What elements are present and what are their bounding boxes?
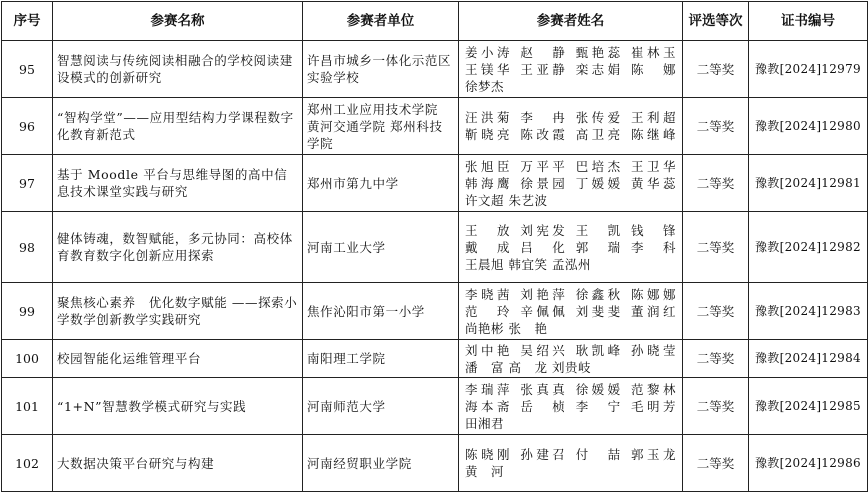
- name-line: 陈晓刚 孙建召 付 喆 郭玉龙: [465, 447, 676, 462]
- name-line: 靳晓亮 陈改霞 高卫亮 陈继峰: [465, 127, 676, 142]
- cell-unit: 郑州工业应用技术学院 黄河交通学院 郑州科技学院: [303, 98, 459, 155]
- cell-level: 二等奖: [683, 435, 749, 492]
- cell-no: 101: [2, 378, 53, 435]
- table-row: [2, 41, 868, 98]
- name-line: 王晨旭 韩宜笑 孟泓州: [465, 256, 591, 272]
- cell-level: 二等奖: [683, 378, 749, 435]
- header-unit: 参赛者单位: [303, 2, 459, 41]
- cell-names: [459, 340, 683, 378]
- name-line: 尚艳彬 张 艳: [465, 320, 548, 336]
- cell-names: [459, 41, 683, 98]
- cell-no: 97: [2, 155, 53, 212]
- cell-title: 基于 Moodle 平台与思维导图的高中信息技术课堂实践与研究: [53, 155, 303, 212]
- name-line: 姜小涛 赵 静 甄艳蕊 崔林玉: [465, 44, 676, 60]
- name-line: 田湘君: [465, 415, 505, 431]
- name-line: 刘中艳 吴绍兴 耿凯峰 孙晓莹: [465, 342, 676, 358]
- cell-title: “1+N”智慧教学模式研究与实践: [53, 378, 303, 435]
- name-line: 戴 成 吕 化 郭 瑞 李 科: [465, 239, 676, 255]
- cell-no: 99: [2, 283, 53, 340]
- name-line: 张旭臣 万平平 巴培杰 王卫华: [465, 158, 676, 174]
- cell-level: 二等奖: [683, 340, 749, 378]
- cell-level: 二等奖: [683, 98, 749, 155]
- table-row: [2, 283, 868, 340]
- cell-names: [459, 212, 683, 283]
- name-line: 李瑞萍 张真真 徐媛媛 范黎林: [465, 381, 676, 397]
- cell-unit: 河南工业大学: [303, 212, 459, 283]
- table-row: [2, 435, 868, 492]
- cell-title: 大数据决策平台研究与构建: [53, 435, 303, 492]
- cell-title: 校园智能化运维管理平台: [53, 340, 303, 378]
- cell-unit: 河南经贸职业学院: [303, 435, 459, 492]
- header-row: [2, 2, 868, 41]
- cell-unit: 河南师范大学: [303, 378, 459, 435]
- cell-cert: 豫教[2024]12981: [749, 155, 868, 212]
- cell-unit: 焦作沁阳市第一小学: [303, 283, 459, 340]
- cell-unit: 郑州市第九中学: [303, 155, 459, 212]
- table-row: [2, 98, 868, 155]
- cell-no: 100: [2, 340, 53, 378]
- name-line: 韩海鹰 徐景园 丁媛媛 黄华蕊: [465, 175, 676, 191]
- header-cert: 证书编号: [749, 2, 868, 41]
- cell-names: [459, 378, 683, 435]
- cell-names: [459, 435, 683, 492]
- cell-cert: 豫教[2024]12982: [749, 212, 868, 283]
- cell-cert: 豫教[2024]12983: [749, 283, 868, 340]
- cell-title: 健体铸魂，数智赋能，多元协同：高校体育教育数字化创新应用探索: [53, 212, 303, 283]
- name-line: 海本斋 岳 桢 李 宁 毛明芳: [465, 398, 676, 414]
- cell-unit: 南阳理工学院: [303, 340, 459, 378]
- cell-title: “智构学堂”——应用型结构力学课程数字化教育新范式: [53, 98, 303, 155]
- name-line: 许文超 朱艺波: [465, 192, 548, 208]
- cell-no: 95: [2, 41, 53, 98]
- name-line: 范 玲 辛佩佩 刘斐斐 董润红: [465, 303, 676, 319]
- name-line: 潘 富 高 龙 刘贵岐: [465, 359, 591, 375]
- table-row: [2, 340, 868, 378]
- cell-cert: 豫教[2024]12984: [749, 340, 868, 378]
- header-level: 评选等次: [683, 2, 749, 41]
- cell-unit: 许昌市城乡一体化示范区实验学校: [303, 41, 459, 98]
- cell-no: 96: [2, 98, 53, 155]
- cell-cert: 豫教[2024]12979: [749, 41, 868, 98]
- cell-no: 98: [2, 212, 53, 283]
- awards-table: [1, 1, 868, 492]
- name-line: 王镁华 王亚静 栾志娟 陈 娜: [465, 61, 676, 77]
- cell-cert: 豫教[2024]12986: [749, 435, 868, 492]
- cell-no: 102: [2, 435, 53, 492]
- header-names: 参赛者姓名: [459, 2, 683, 41]
- table-row: [2, 212, 868, 283]
- cell-names: [459, 98, 683, 155]
- name-line: 李晓茜 刘艳萍 徐鑫秋 陈娜娜: [465, 286, 676, 302]
- cell-level: 二等奖: [683, 283, 749, 340]
- name-line: 黄 河: [465, 464, 505, 479]
- table-row: [2, 378, 868, 435]
- cell-cert: 豫教[2024]12980: [749, 98, 868, 155]
- cell-names: [459, 283, 683, 340]
- name-line: 汪洪菊 李 冉 张传爱 王利超: [465, 110, 676, 125]
- cell-level: 二等奖: [683, 41, 749, 98]
- cell-title: 聚焦核心素养 优化数字赋能 ——探索小学数学创新教学实践研究: [53, 283, 303, 340]
- header-title: 参赛名称: [53, 2, 303, 41]
- cell-level: 二等奖: [683, 155, 749, 212]
- name-line: 王 放 刘宪发 王 凯 钱 锋: [465, 222, 676, 238]
- table-row: [2, 155, 868, 212]
- cell-title: 智慧阅读与传统阅读相融合的学校阅读建设模式的创新研究: [53, 41, 303, 98]
- name-line: 徐梦杰: [465, 78, 505, 94]
- cell-names: [459, 155, 683, 212]
- cell-cert: 豫教[2024]12985: [749, 378, 868, 435]
- cell-level: 二等奖: [683, 212, 749, 283]
- header-no: 序号: [2, 2, 53, 41]
